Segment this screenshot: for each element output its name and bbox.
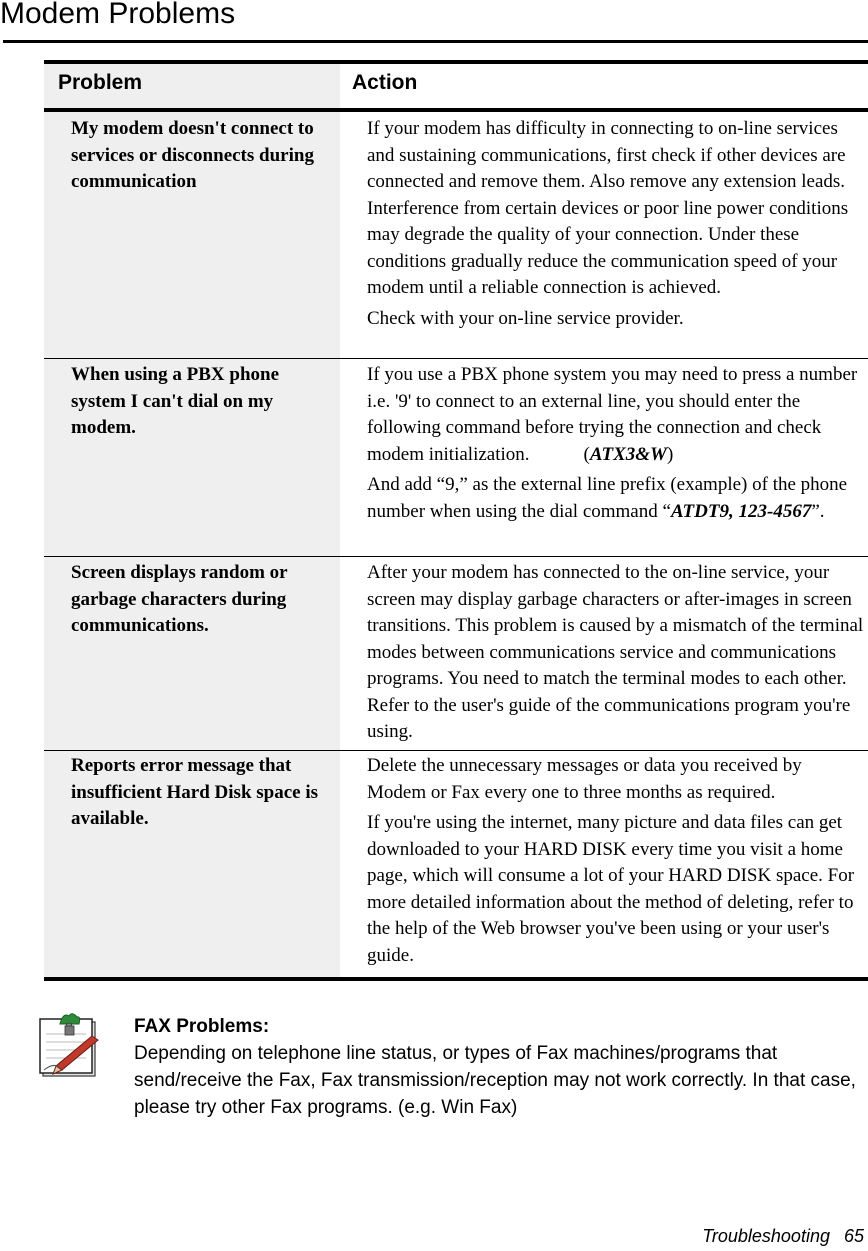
troubleshooting-table xyxy=(44,60,868,981)
action-paragraph xyxy=(367,472,864,525)
action-paragraph: Check with your on-line service provider. xyxy=(367,307,684,329)
action-paragraph: After your modem has connected to the on-line service, your screen may display garbage characters or after-images in screen transitions. This problem is caused by a mismatch of the terminal modes between communications service and communications programs. You need to match the terminal modes to each other. Refer to the user's guide of the communications program you're using. xyxy=(367,562,864,742)
page-number: 65 xyxy=(843,1226,864,1246)
action-text: If you use a PBX phone system you may need to press a number i.e. '9' to connect to an external line, you should enter the following command before trying the connection and check modem initialization. xyxy=(367,364,858,465)
page-footer xyxy=(702,1226,864,1247)
note-body: Depending on telephone line status, or types of Fax machines/programs that send/receive the Fax, Fax transmission/reception may not work correctly. In that case, please try other Fax programs. (e.g. Win Fax) xyxy=(134,1043,856,1118)
problem-text: Reports error message that insufficient Hard Disk space is available. xyxy=(71,755,319,829)
action-paragraph: If your modem has difficulty in connecting to on-line services and sustaining communications, first check if other devices are connected and remove them. Also remove any extension leads. Interference from certain devices or poor line power conditions may degrade the quality of your connection. Under these conditions gradually reduce the communication speed of your modem until a reliable connection is achieved. xyxy=(367,118,849,298)
problem-text: Screen displays random or garbage characters during communications. xyxy=(71,562,288,636)
problem-cell xyxy=(44,751,340,977)
header-action: Action xyxy=(352,71,418,94)
note-title: FAX Problems: xyxy=(134,1016,270,1037)
action-paragraph: If you use a PBX phone system you may need to press a number i.e. '9' to connect to an external line, you should enter the following command before trying the connection and check modem initialization. (ATX3&W) xyxy=(367,364,858,465)
dial-command: ATDT9, 123-4567 xyxy=(670,500,812,522)
problem-text: My modem doesn't connect to services or disconnects during communication xyxy=(71,118,314,192)
problem-cell xyxy=(44,112,340,358)
table-row xyxy=(44,751,868,977)
table-row xyxy=(44,112,868,359)
modem-command: ATX3&W xyxy=(589,443,667,465)
table-row xyxy=(44,359,868,557)
notepad-pencil-icon xyxy=(36,1012,106,1078)
table-row xyxy=(44,557,868,751)
problem-cell xyxy=(44,557,340,750)
action-cell xyxy=(340,751,868,977)
title-divider xyxy=(3,40,868,43)
action-cell xyxy=(340,557,868,750)
problem-text: When using a PBX phone system I can't dial on my modem. xyxy=(71,364,280,438)
table-header xyxy=(44,64,868,112)
action-paragraph: If you're using the internet, many picture and data files can get downloaded to your HARD DISK every time you visit a home page, which will consume a lot of your HARD DISK space. For more detailed information about the method of deleting, refer to the help of the Web browser you've been using or your user's guide. xyxy=(367,812,855,966)
footer-section: Troubleshooting xyxy=(702,1226,830,1246)
action-cell xyxy=(340,112,868,358)
action-cell xyxy=(340,359,868,556)
header-problem: Problem xyxy=(44,64,340,108)
action-text: And add “9,” as the external line prefix (example) of the phone number when using the dial command “ xyxy=(367,474,848,522)
action-paragraph: Delete the unnecessary messages or data you received by Modem or Fax every one to three months as required. xyxy=(367,755,802,803)
page-title: Modem Problems xyxy=(0,0,236,30)
action-text: ”. xyxy=(811,500,825,522)
problem-cell xyxy=(44,359,340,556)
fax-note xyxy=(134,1013,868,1121)
